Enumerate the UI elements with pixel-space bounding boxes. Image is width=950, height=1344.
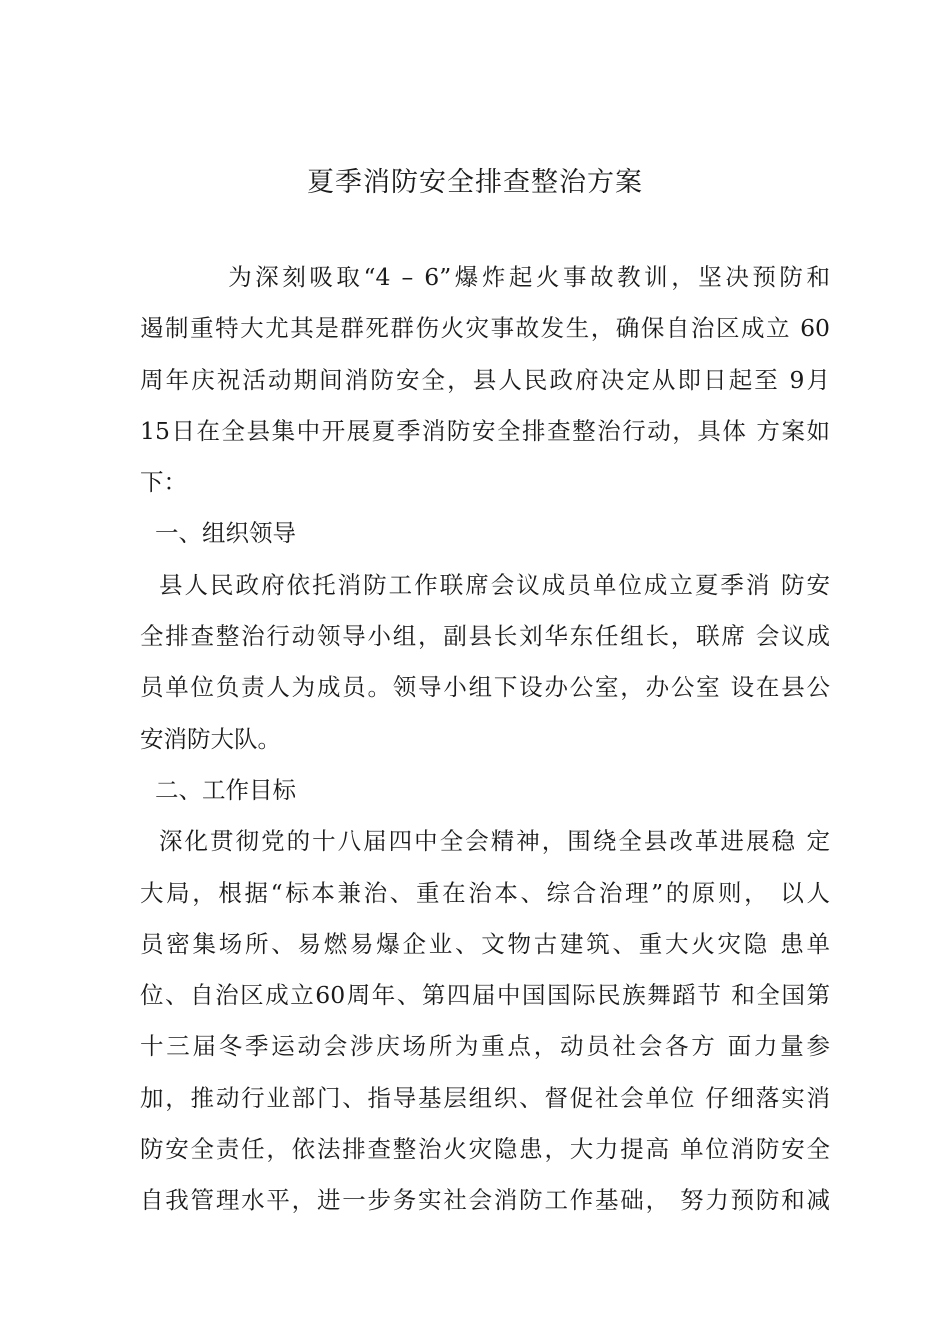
paragraph-line: 下： (140, 468, 187, 497)
paragraph-line: 加，推动行业部门、指导基层组织、督促社会单位 仔细落实消 (140, 1083, 830, 1112)
paragraph-line: 员密集场所、易燃易爆企业、文物古建筑、重大火灾隐 患单 (140, 929, 830, 958)
paragraph-line: 二、工作目标 (140, 775, 296, 804)
paragraph-line: 为深刻吸取“4 – 6”爆炸起火事故教训，坚决预防和 (140, 263, 830, 291)
paragraph-line: 安消防大队。 (140, 724, 281, 753)
paragraph-line: 遏制重特大尤其是群死群伤火灾事故发生，确保自治区成立 60 (140, 314, 830, 343)
paragraph-line: 周年庆祝活动期间消防安全，县人民政府决定从即日起至 9月 (140, 365, 830, 394)
document-body (140, 252, 830, 1227)
document-title: 夏季消防安全排查整治方案 (307, 167, 643, 198)
paragraph-line: 大局，根据“标本兼治、重在治本、综合治理”的原则， 以人 (140, 878, 830, 907)
paragraph-line: 全排查整治行动领导小组，副县长刘华东任组长，联席 会议成 (140, 622, 830, 651)
paragraph-line: 一、组织领导 (140, 519, 296, 548)
paragraph-line: 自我管理水平，进一步务实社会消防工作基础， 努力预防和减 (140, 1186, 830, 1215)
paragraph-line: 位、自治区成立60周年、第四届中国国际民族舞蹈节 和全国第 (140, 981, 830, 1010)
paragraph-line: 十三届冬季运动会涉庆场所为重点，动员社会各方 面力量参 (140, 1032, 830, 1061)
paragraph-line: 县人民政府依托消防工作联席会议成员单位成立夏季消 防安 (140, 570, 830, 599)
paragraph-line: 深化贯彻党的十八届四中全会精神，围绕全县改革进展稳 定 (140, 827, 830, 856)
paragraph-line: 防安全责任，依法排查整治火灾隐患，大力提高 单位消防安全 (140, 1135, 830, 1164)
paragraph-line: 员单位负责人为成员。领导小组下设办公室，办公室 设在县公 (140, 673, 830, 702)
paragraph-line: 15日在全县集中开展夏季消防安全排查整治行动，具体 方案如 (140, 416, 830, 445)
